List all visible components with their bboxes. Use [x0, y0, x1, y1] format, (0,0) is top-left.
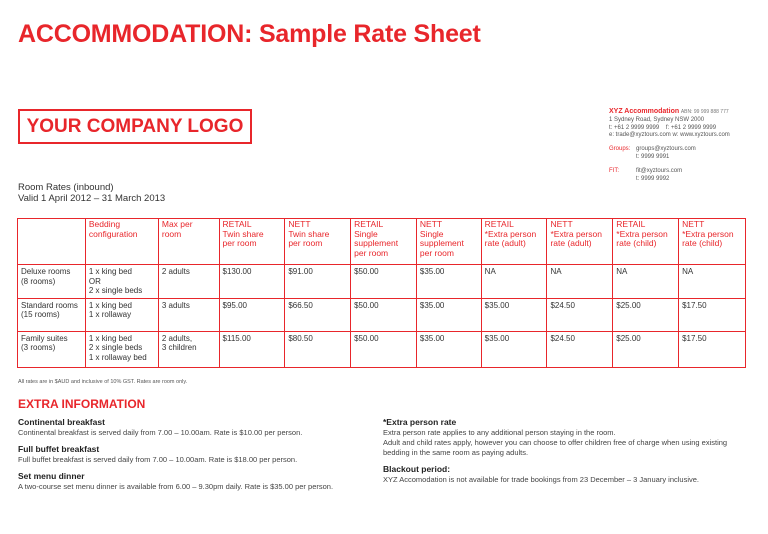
table-cell: NA: [679, 265, 746, 299]
table-row: [18, 298, 746, 331]
header-cell: NETT Twin share per room: [285, 219, 351, 265]
table-cell: 3 adults: [158, 298, 219, 331]
page-title: ACCOMMODATION: Sample Rate Sheet: [18, 20, 481, 48]
table-cell: $35.00: [416, 331, 481, 367]
table-cell: $35.00: [481, 298, 547, 331]
blackout-period-title: Blackout period:: [383, 464, 451, 474]
company-address: 1 Sydney Road, Sydney NSW 2000: [609, 116, 705, 123]
table-cell: 1 x king bed 1 x rollaway: [85, 298, 158, 331]
header-cell: RETAIL *Extra person rate (child): [613, 219, 679, 265]
extra-info-right-column: [383, 417, 751, 485]
table-cell: $17.50: [679, 298, 746, 331]
rates-table: [17, 218, 746, 368]
table-cell: $35.00: [416, 298, 481, 331]
table-cell: $130.00: [219, 265, 285, 299]
table-header-row: [18, 219, 746, 265]
table-cell: NA: [481, 265, 547, 299]
table-cell: Deluxe rooms (8 rooms): [18, 265, 86, 299]
table-cell: $24.50: [547, 331, 613, 367]
extra-person-rate-title: *Extra person rate: [383, 417, 457, 427]
table-cell: Family suites (3 rooms): [18, 331, 86, 367]
set-menu-dinner-text: A two-course set menu dinner is available from 6.00 – 9.30pm daily. Rate is $35.00 per person.: [18, 482, 334, 491]
set-menu-dinner-title: Set menu dinner: [18, 471, 85, 481]
fit-phone: t: 9999 9992: [636, 175, 670, 182]
blackout-period-text: XYZ Accomodation is not available for trade bookings from 23 December – 3 January inclusive.: [383, 475, 699, 484]
table-cell: 1 x king bed 2 x single beds 1 x rollaway bed: [85, 331, 158, 367]
continental-breakfast-text: Continental breakfast is served daily from 7.00 – 10.00am. Rate is $10.00 per person.: [18, 428, 303, 437]
header-cell: Bedding configuration: [85, 219, 158, 265]
header-cell: RETAIL Twin share per room: [219, 219, 285, 265]
full-buffet-text: Full buffet breakfast is served daily from 7.00 – 10.00am. Rate is $18.00 per person.: [18, 455, 298, 464]
groups-label: Groups:: [609, 146, 631, 153]
table-cell: $66.50: [285, 298, 351, 331]
company-logo-placeholder: [18, 109, 252, 144]
table-cell: 1 x king bed OR 2 x single beds: [85, 265, 158, 299]
logo-text: YOUR COMPANY LOGO: [26, 115, 244, 137]
table-cell: $50.00: [351, 265, 417, 299]
header-cell: NETT *Extra person rate (child): [679, 219, 746, 265]
header-cell: RETAIL Single supplement per room: [351, 219, 417, 265]
table-cell: $24.50: [547, 298, 613, 331]
header-cell: NETT Single supplement per room: [416, 219, 481, 265]
extra-information-heading: EXTRA INFORMATION: [18, 397, 146, 411]
table-cell: $25.00: [613, 331, 679, 367]
company-web[interactable]: w: www.xyztours.com: [672, 132, 730, 139]
table-cell: $91.00: [285, 265, 351, 299]
extra-person-rate-details: Adult and child rates apply, however you can choose to offer children free of charge when using existing bedding in the same room as paying adults.: [383, 438, 728, 457]
table-cell: $50.00: [351, 298, 417, 331]
header-cell: NETT *Extra person rate (adult): [547, 219, 613, 265]
table-cell: $35.00: [416, 265, 481, 299]
room-rates-validity: Valid 1 April 2012 – 31 March 2013: [18, 193, 166, 204]
table-cell: $95.00: [219, 298, 285, 331]
room-rates-title: Room Rates (inbound): [18, 182, 114, 193]
company-fax: f: +61 2 9999 9999: [665, 124, 717, 131]
company-name: XYZ Accommodation: [609, 108, 680, 115]
groups-phone: t: 9999 9991: [636, 153, 670, 160]
room-rates-heading: [18, 182, 165, 204]
table-row: [18, 331, 746, 367]
contact-block: [609, 108, 764, 183]
fit-label: FIT:: [609, 167, 619, 174]
fit-email[interactable]: fit@xyztours.com: [636, 167, 683, 174]
table-cell: 2 adults, 3 children: [158, 331, 219, 367]
rates-footnote: All rates are in $AUD and inclusive of 10% GST. Rates are room only.: [18, 379, 188, 385]
table-row: [18, 265, 746, 299]
table-cell: $115.00: [219, 331, 285, 367]
header-cell: RETAIL *Extra person rate (adult): [481, 219, 547, 265]
groups-email[interactable]: groups@xyztours.com: [636, 146, 696, 153]
continental-breakfast-title: Continental breakfast: [18, 417, 105, 427]
table-cell: $50.00: [351, 331, 417, 367]
extra-info-left-column: [18, 417, 368, 492]
company-email[interactable]: e: trade@xyztours.com: [609, 132, 671, 139]
company-abn: ABN: 99 999 888 777: [680, 109, 729, 115]
extra-person-rate-text: Extra person rate applies to any additional person staying in the room.: [383, 428, 616, 437]
table-cell: Standard rooms (15 rooms): [18, 298, 86, 331]
table-cell: $17.50: [679, 331, 746, 367]
header-cell: [18, 219, 86, 265]
header-cell: Max per room: [158, 219, 219, 265]
table-cell: $35.00: [481, 331, 547, 367]
company-phone: t: +61 2 9999 9999: [609, 124, 660, 131]
table-cell: NA: [613, 265, 679, 299]
full-buffet-title: Full buffet breakfast: [18, 444, 100, 454]
table-cell: NA: [547, 265, 613, 299]
table-cell: $80.50: [285, 331, 351, 367]
table-cell: $25.00: [613, 298, 679, 331]
table-cell: 2 adults: [158, 265, 219, 299]
